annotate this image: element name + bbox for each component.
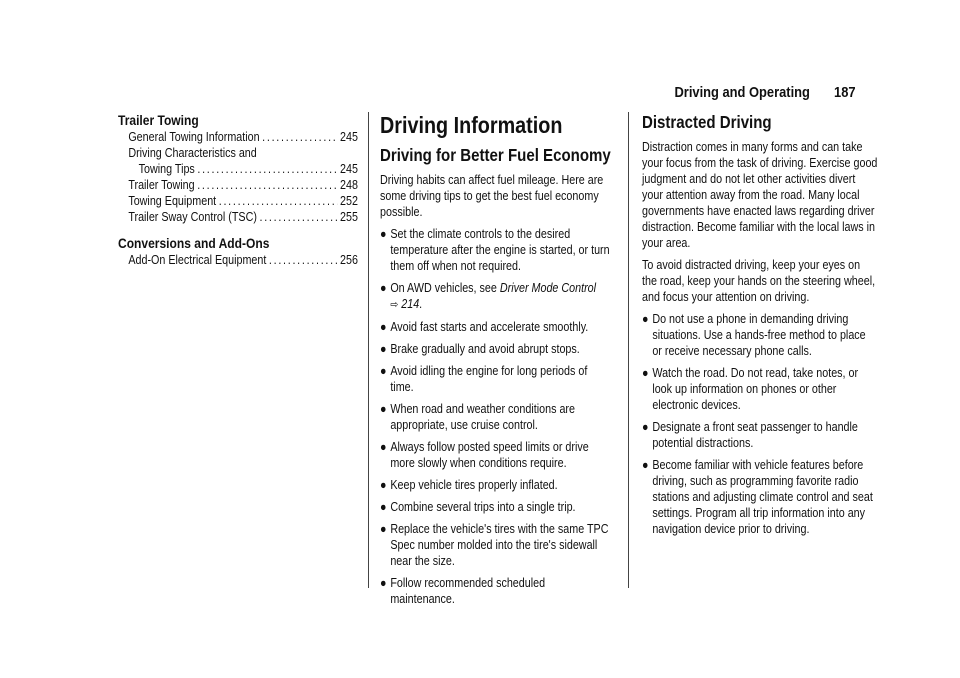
list-item: ● Avoid idling the engine for long periods of time. — [380, 364, 588, 394]
bullet-icon: ● — [380, 320, 387, 334]
bullet-icon: ● — [642, 458, 649, 472]
toc-heading-conversions: Conversions and Add-Ons — [118, 235, 270, 251]
list-item: ● On AWD vehicles, see Driver Mode Control ⇨ 214. — [380, 281, 597, 311]
bullet-icon: ● — [642, 366, 649, 380]
toc-entry[interactable]: Add-On Electrical Equipment ..... 256 — [118, 252, 358, 268]
bullet-icon: ● — [380, 576, 387, 590]
list-item: ● Become familiar with vehicle features before driving, such as programming favorite radio stations and adjusting climate control and seat settings. Program all trip information into any navigation device prior to driving. — [642, 458, 873, 536]
fuel-tips-list — [380, 226, 612, 607]
list-item: ● Designate a front seat passenger to handle potential distractions. — [642, 420, 858, 450]
bullet-icon: ● — [380, 281, 387, 295]
bullet-icon: ● — [380, 522, 387, 536]
heading-driving-information: Driving Information — [380, 112, 563, 138]
list-item: ● Avoid fast starts and accelerate smoothly. — [380, 320, 589, 334]
bullet-icon: ● — [380, 364, 387, 378]
list-item: ● Follow recommended scheduled maintenance. — [380, 576, 546, 606]
xref-link[interactable]: Driver Mode Control — [499, 281, 597, 295]
page-number: 187 — [834, 84, 856, 101]
bullet-icon: ● — [642, 312, 649, 326]
bullet-icon: ● — [380, 342, 387, 356]
toc-entry[interactable]: General Towing Information ..... 245 — [118, 129, 358, 145]
bullet-icon: ● — [380, 478, 387, 492]
page-header — [675, 84, 856, 101]
distracted-driving-column — [642, 112, 878, 543]
list-item: ● Do not use a phone in demanding driving situations. Use a hands-free method to place or receive necessary phone calls. — [642, 312, 866, 358]
toc-entry[interactable]: Trailer Towing ..... 248 — [118, 177, 358, 193]
toc-entry[interactable]: Trailer Sway Control (TSC) ..... 255 — [118, 209, 358, 225]
column-divider — [368, 112, 369, 588]
list-item: ● Combine several trips into a single trip. — [380, 500, 576, 514]
paragraph: Distraction comes in many forms and can take your focus from the task of driving. Exercise good judgment and do not let other activities divert your attention away from the road. Many local governments have enacted laws regarding driver distraction. Become familiar with the local laws in your area. — [642, 140, 878, 250]
toc-entry[interactable]: Towing Tips ..... 245 — [118, 161, 358, 177]
toc-heading-trailer-towing: Trailer Towing — [118, 112, 199, 128]
list-item: ● When road and weather conditions are appropriate, use cruise control. — [380, 402, 575, 432]
list-item: ● Set the climate controls to the desired temperature after the engine is started, or turn them off when not required. — [380, 227, 610, 273]
paragraph: To avoid distracted driving, keep your eyes on the road, keep your hands on the steering wheel, and focus your attention on driving. — [642, 258, 876, 304]
list-item: ● Watch the road. Do not read, take notes, or look up information on phones or other electronic devices. — [642, 366, 859, 412]
heading-fuel-economy: Driving for Better Fuel Economy — [380, 145, 611, 165]
distraction-tips-list — [642, 311, 878, 537]
column-divider — [628, 112, 629, 588]
bullet-icon: ● — [380, 227, 387, 241]
bullet-icon: ● — [380, 440, 387, 454]
list-item: ● Keep vehicle tires properly inflated. — [380, 478, 558, 492]
list-item: ● Replace the vehicle's tires with the same TPC Spec number molded into the tire's sidewall near the size. — [380, 522, 609, 568]
bullet-icon: ● — [642, 420, 649, 434]
list-item: ● Brake gradually and avoid abrupt stops. — [380, 342, 580, 356]
driving-information-column — [380, 112, 612, 613]
heading-distracted-driving: Distracted Driving — [642, 112, 772, 132]
toc-entry[interactable]: Driving Characteristics and — [128, 146, 257, 160]
list-item: ● Always follow posted speed limits or drive more slowly when conditions require. — [380, 440, 589, 470]
arrow-right-icon: ⇨ — [390, 299, 399, 311]
toc-column — [118, 112, 358, 268]
xref-page[interactable]: 214 — [401, 297, 420, 311]
toc-entry[interactable]: Towing Equipment ..... 252 — [118, 193, 358, 209]
bullet-icon: ● — [380, 500, 387, 514]
intro-paragraph: Driving habits can affect fuel mileage. Here are some driving tips to get the best fuel economy possible. — [380, 173, 604, 219]
section-title: Driving and Operating — [674, 84, 811, 101]
bullet-icon: ● — [380, 402, 387, 416]
